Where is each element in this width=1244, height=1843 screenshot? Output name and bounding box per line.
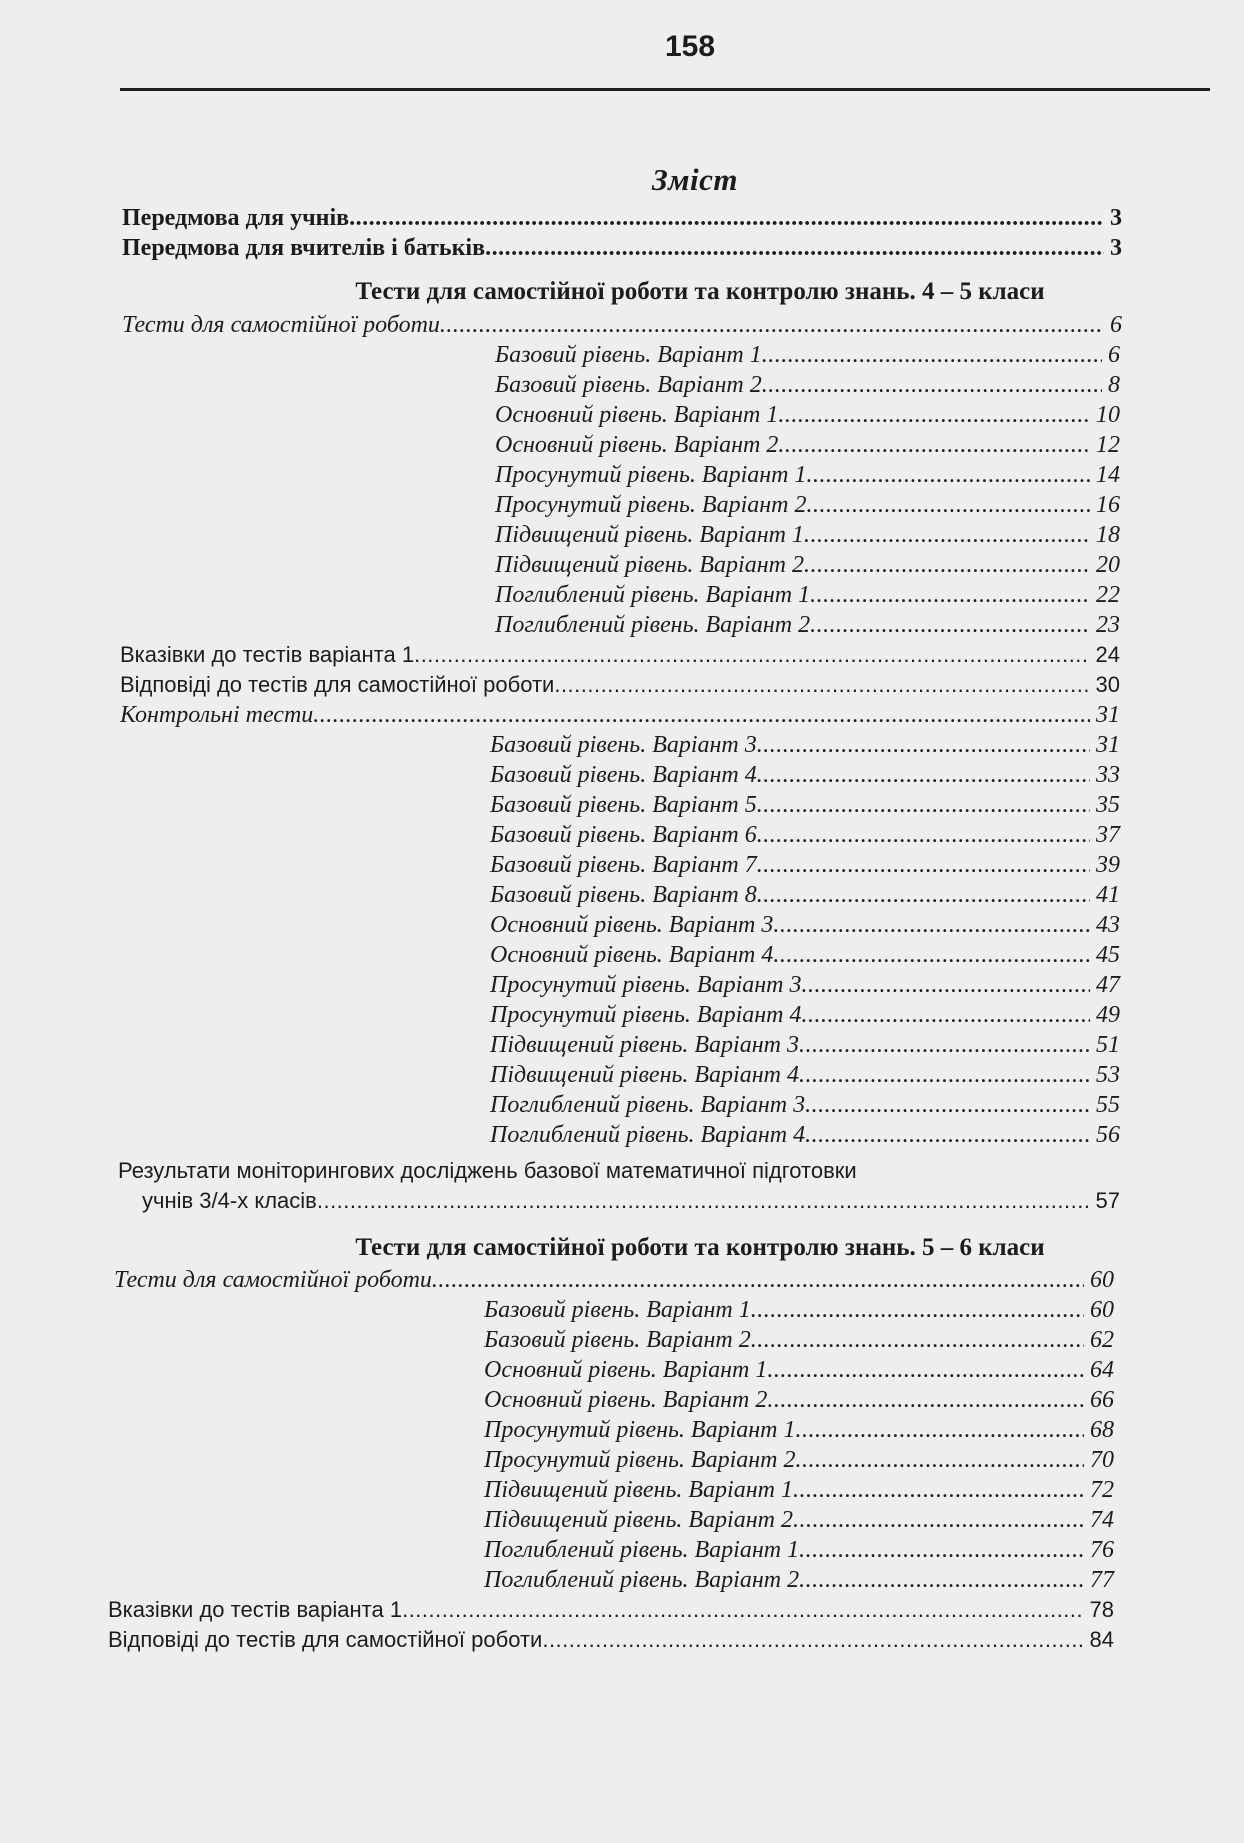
dot-leader	[796, 1445, 1085, 1475]
toc-subentry[interactable]: Основний рівень. Варіант 1 ..... 64	[484, 1355, 1114, 1385]
dot-leader	[773, 940, 1090, 970]
dot-leader	[757, 760, 1090, 790]
toc-subentry[interactable]: Основний рівень. Варіант 2 ..... 12	[495, 430, 1120, 460]
dot-leader	[554, 670, 1089, 700]
toc-subentry[interactable]: Базовий рівень. Варіант 1 ..... 6	[495, 340, 1120, 370]
dot-leader	[799, 1060, 1090, 1090]
toc-subentry[interactable]: Поглиблений рівень. Варіант 3 ..... 55	[490, 1090, 1120, 1120]
section-title: Тести для самостійної роботи та контролю знань. 5 – 6 класи	[355, 1234, 1045, 1261]
dot-leader	[767, 1355, 1084, 1385]
dot-leader	[542, 1625, 1083, 1655]
dot-leader	[793, 1505, 1084, 1535]
toc-subentry[interactable]: Просунутий рівень. Варіант 2 ..... 70	[484, 1445, 1114, 1475]
dot-leader	[751, 1295, 1084, 1325]
section-title: Тести для самостійної роботи та контролю знань. 4 – 5 класи	[355, 278, 1045, 305]
dot-leader	[402, 1595, 1083, 1625]
dot-leader	[804, 520, 1090, 550]
toc-subentry[interactable]: Базовий рівень. Варіант 2 ..... 8	[495, 370, 1120, 400]
toc-subentry[interactable]: Підвищений рівень. Варіант 1 ..... 72	[484, 1475, 1114, 1505]
toc-subentry[interactable]: Просунутий рівень. Варіант 1 ..... 68	[484, 1415, 1114, 1445]
dot-leader	[804, 550, 1090, 580]
contents-heading: Зміст	[652, 162, 738, 197]
dot-leader	[773, 910, 1090, 940]
toc-subentry[interactable]: Базовий рівень. Варіант 4 ..... 33	[490, 760, 1120, 790]
toc-entry[interactable]: Контрольні тести ..... 31	[120, 700, 1120, 730]
dot-leader	[767, 1385, 1084, 1415]
toc-subentry[interactable]: Поглиблений рівень. Варіант 1 ..... 76	[484, 1535, 1114, 1565]
dot-leader	[778, 430, 1090, 460]
toc-subentry[interactable]: Підвищений рівень. Варіант 3 ..... 51	[490, 1030, 1120, 1060]
toc-subentry[interactable]: Підвищений рівень. Варіант 4 ..... 53	[490, 1060, 1120, 1090]
dot-leader	[313, 700, 1090, 730]
toc-subentry[interactable]: Просунутий рівень. Варіант 4 ..... 49	[490, 1000, 1120, 1030]
dot-leader	[762, 340, 1102, 370]
toc-subentry[interactable]: Просунутий рівень. Варіант 2 ..... 16	[495, 490, 1120, 520]
dot-leader	[757, 850, 1090, 880]
toc-entry[interactable]: Відповіді до тестів для самостійної роботи ..... 30	[120, 670, 1120, 700]
toc-subentry[interactable]: Поглиблений рівень. Варіант 2 ..... 23	[495, 610, 1120, 640]
toc-entry[interactable]: Передмова для вчителів і батьків ..... 3	[122, 233, 1122, 263]
toc-subentry[interactable]: Підвищений рівень. Варіант 2 ..... 74	[484, 1505, 1114, 1535]
toc-subentry[interactable]: Базовий рівень. Варіант 8 ..... 41	[490, 880, 1120, 910]
toc-subentry[interactable]: Базовий рівень. Варіант 1 ..... 60	[484, 1295, 1114, 1325]
dot-leader	[799, 1030, 1090, 1060]
dot-leader	[757, 790, 1090, 820]
toc-subentry[interactable]: Підвищений рівень. Варіант 2 ..... 20	[495, 550, 1120, 580]
toc-subentry[interactable]: Просунутий рівень. Варіант 3 ..... 47	[490, 970, 1120, 1000]
dot-leader	[440, 310, 1104, 340]
toc-entry[interactable]: Передмова для учнів ..... 3	[122, 203, 1122, 233]
results-entry-line1[interactable]: Результати моніторингових досліджень базової математичної підготовки	[118, 1158, 857, 1183]
toc-subentry[interactable]: Просунутий рівень. Варіант 1 ..... 14	[495, 460, 1120, 490]
toc-subentry[interactable]: Базовий рівень. Варіант 5 ..... 35	[490, 790, 1120, 820]
toc-subentry[interactable]: Основний рівень. Варіант 1 ..... 10	[495, 400, 1120, 430]
page-number: 158	[664, 30, 716, 63]
dot-leader	[799, 1535, 1084, 1565]
dot-leader	[778, 400, 1090, 430]
dot-leader	[751, 1325, 1084, 1355]
toc-subentry[interactable]: Базовий рівень. Варіант 7 ..... 39	[490, 850, 1120, 880]
dot-leader	[805, 1120, 1090, 1150]
dot-leader	[793, 1475, 1084, 1505]
dot-leader	[349, 203, 1104, 233]
dot-leader	[317, 1186, 1090, 1216]
dot-leader	[802, 1000, 1091, 1030]
toc-entry[interactable]: Відповіді до тестів для самостійної роботи ..... 84	[108, 1625, 1114, 1655]
dot-leader	[799, 1565, 1084, 1595]
toc-entry[interactable]: учнів 3/4-х класів ..... 57	[142, 1186, 1120, 1216]
dot-leader	[805, 1090, 1090, 1120]
dot-leader	[802, 970, 1091, 1000]
dot-leader	[432, 1265, 1084, 1295]
header-rule	[120, 88, 1210, 91]
toc-entry[interactable]: Тести для самостійної роботи ..... 6	[122, 310, 1122, 340]
toc-entry[interactable]: Тести для самостійної роботи ..... 60	[114, 1265, 1114, 1295]
toc-subentry[interactable]: Основний рівень. Варіант 2 ..... 66	[484, 1385, 1114, 1415]
toc-subentry[interactable]: Підвищений рівень. Варіант 1 ..... 18	[495, 520, 1120, 550]
toc-subentry[interactable]: Поглиблений рівень. Варіант 4 ..... 56	[490, 1120, 1120, 1150]
toc-subentry[interactable]: Базовий рівень. Варіант 3 ..... 31	[490, 730, 1120, 760]
dot-leader	[485, 233, 1104, 263]
dot-leader	[414, 640, 1089, 670]
dot-leader	[807, 460, 1091, 490]
toc-subentry[interactable]: Поглиблений рівень. Варіант 2 ..... 77	[484, 1565, 1114, 1595]
dot-leader	[810, 610, 1090, 640]
toc-subentry[interactable]: Базовий рівень. Варіант 6 ..... 37	[490, 820, 1120, 850]
dot-leader	[807, 490, 1091, 520]
toc-entry[interactable]: Вказівки до тестів варіанта 1 ..... 78	[108, 1595, 1114, 1625]
dot-leader	[757, 820, 1090, 850]
dot-leader	[757, 880, 1090, 910]
dot-leader	[757, 730, 1090, 760]
toc-subentry[interactable]: Базовий рівень. Варіант 2 ..... 62	[484, 1325, 1114, 1355]
toc-subentry[interactable]: Основний рівень. Варіант 4 ..... 45	[490, 940, 1120, 970]
toc-subentry[interactable]: Поглиблений рівень. Варіант 1 ..... 22	[495, 580, 1120, 610]
dot-leader	[810, 580, 1090, 610]
dot-leader	[762, 370, 1102, 400]
toc-entry[interactable]: Вказівки до тестів варіанта 1 ..... 24	[120, 640, 1120, 670]
toc-subentry[interactable]: Основний рівень. Варіант 3 ..... 43	[490, 910, 1120, 940]
dot-leader	[796, 1415, 1085, 1445]
